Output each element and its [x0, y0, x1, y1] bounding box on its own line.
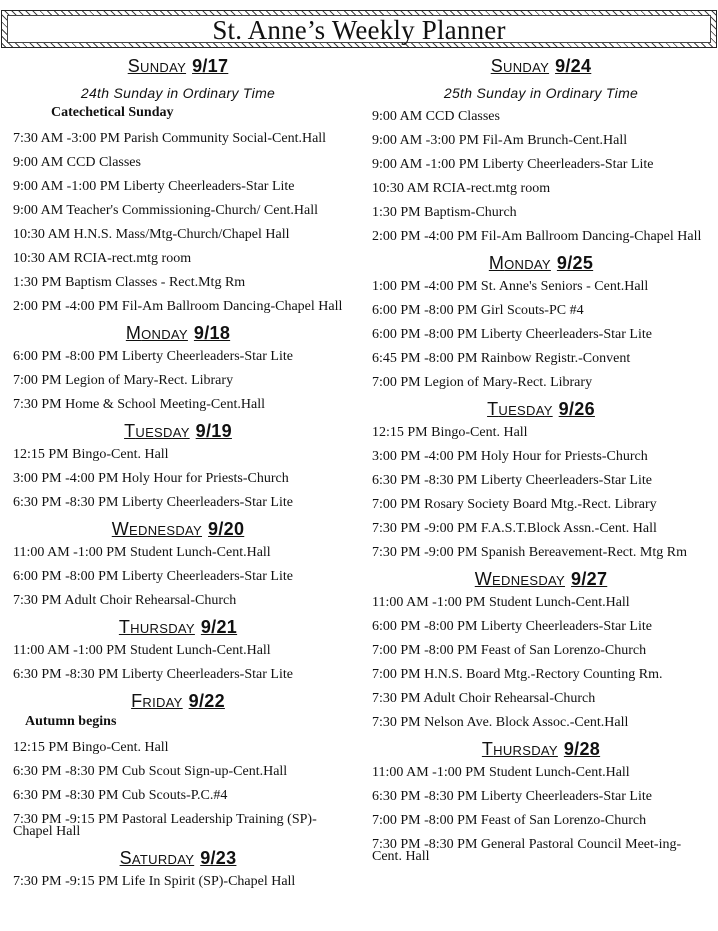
day-section: [13, 421, 343, 515]
day-heading-initial: S: [490, 56, 504, 76]
left-column: [13, 52, 343, 894]
event-list: [13, 541, 343, 613]
event-item: 9:00 AM CCD Classes: [13, 155, 141, 170]
event-item: 7:00 PM Legion of Mary-Rect. Library: [13, 373, 234, 388]
event-item: 9:00 AM -3:00 PM Fil-Am Brunch-Cent.Hall: [372, 133, 628, 148]
liturgical-subtitle: 24th Sunday in Ordinary Time: [80, 85, 276, 101]
event-item: 1:30 PM Baptism-Church: [372, 205, 517, 220]
event-item: 7:30 PM -9:00 PM F.A.S.T.Block Assn.-Cent. Hall: [372, 521, 657, 536]
event-list: [372, 105, 710, 249]
day-heading: [13, 56, 343, 77]
event-list: [372, 421, 710, 565]
event-item: 7:30 PM Adult Choir Rehearsal-Church: [372, 691, 596, 706]
day-heading: [13, 323, 343, 344]
event-item: 11:00 AM -1:00 PM Student Lunch-Cent.Hall: [13, 545, 271, 560]
event-item: 10:30 AM H.N.S. Mass/Mtg-Church/Chapel Hall: [13, 227, 290, 242]
event-list: [372, 591, 710, 735]
day-date: 9/28: [563, 739, 601, 759]
event-list: [13, 736, 343, 844]
day-section: [372, 399, 710, 565]
event-item: 7:30 PM -8:30 PM General Pastoral Council Meet-ing-Cent. Hall: [372, 837, 682, 864]
event-list: [13, 870, 343, 894]
day-heading-initial: W: [111, 519, 130, 539]
event-item: 7:30 PM Adult Choir Rehearsal-Church: [13, 593, 237, 608]
day-heading-rest: EDNESDAY: [492, 573, 566, 588]
day-heading-initial: T: [487, 399, 499, 419]
event-list: [13, 127, 343, 319]
day-heading: [372, 569, 710, 590]
event-item: 7:30 PM Nelson Ave. Block Assoc.-Cent.Hall: [372, 715, 629, 730]
event-item: 6:00 PM -8:00 PM Girl Scouts-PC #4: [372, 303, 584, 318]
day-note: Catechetical Sunday: [51, 105, 174, 120]
event-item: 6:30 PM -8:30 PM Liberty Cheerleaders-Star Lite: [13, 667, 293, 682]
event-item: 6:00 PM -8:00 PM Liberty Cheerleaders-Star Lite: [13, 349, 293, 364]
event-item: 3:00 PM -4:00 PM Holy Hour for Priests-Church: [372, 449, 648, 464]
day-heading-rest: UESDAY: [498, 403, 553, 418]
day-date: 9/21: [200, 617, 238, 637]
day-note: Autumn begins: [25, 714, 117, 729]
event-item: 6:30 PM -8:30 PM Liberty Cheerleaders-Star Lite: [13, 495, 293, 510]
event-item: 1:30 PM Baptism Classes - Rect.Mtg Rm: [13, 275, 246, 290]
event-item: 6:30 PM -8:30 PM Cub Scout Sign-up-Cent.Hall: [13, 764, 288, 779]
day-heading: [13, 519, 343, 540]
day-heading-rest: HURSDAY: [493, 743, 558, 758]
day-heading-initial: F: [131, 691, 143, 711]
day-date: 9/22: [188, 691, 225, 711]
right-column: [372, 52, 710, 869]
event-item: 9:00 AM Teacher's Commissioning-Church/ Cent.Hall: [13, 203, 318, 218]
day-heading: [13, 421, 343, 442]
event-item: 7:30 PM -9:15 PM Pastoral Leadership Training (SP)-Chapel Hall: [13, 812, 317, 839]
event-item: 7:30 PM -9:00 PM Spanish Bereavement-Rect. Mtg Rm: [372, 545, 687, 560]
day-heading-rest: HURSDAY: [130, 621, 195, 636]
day-heading-rest: ATURDAY: [131, 852, 195, 867]
day-heading-rest: RIDAY: [142, 695, 183, 710]
event-item: 6:00 PM -8:00 PM Liberty Cheerleaders-Star Lite: [372, 619, 652, 634]
day-heading-rest: ONDAY: [141, 327, 188, 342]
event-item: 12:15 PM Bingo-Cent. Hall: [372, 425, 528, 440]
event-item: 12:15 PM Bingo-Cent. Hall: [13, 447, 169, 462]
event-item: 7:30 AM -3:00 PM Parish Community Social-Cent.Hall: [13, 131, 327, 146]
event-list: [372, 275, 710, 395]
event-list: [13, 443, 343, 515]
day-date: 9/26: [558, 399, 595, 419]
page-title: St. Anne’s Weekly Planner: [212, 15, 506, 45]
day-section: [13, 56, 343, 319]
day-date: 9/20: [208, 519, 245, 539]
event-item: 7:00 PM Rosary Society Board Mtg.-Rect. Library: [372, 497, 657, 512]
day-heading-initial: T: [124, 421, 136, 441]
day-date: 9/24: [555, 56, 592, 76]
event-item: 7:00 PM Legion of Mary-Rect. Library: [372, 375, 593, 390]
event-item: 7:00 PM H.N.S. Board Mtg.-Rectory Counting Rm.: [372, 667, 663, 682]
day-heading: [372, 739, 710, 760]
event-item: 7:30 PM -9:15 PM Life In Spirit (SP)-Chapel Hall: [13, 874, 296, 889]
event-item: 6:30 PM -8:30 PM Liberty Cheerleaders-Star Lite: [372, 789, 652, 804]
title-banner: [1, 10, 717, 48]
event-item: 6:45 PM -8:00 PM Rainbow Registr.-Convent: [372, 351, 631, 366]
day-heading-rest: UNDAY: [503, 60, 550, 75]
day-date: 9/17: [192, 56, 229, 76]
event-item: 7:00 PM -8:00 PM Feast of San Lorenzo-Church: [372, 813, 647, 828]
day-date: 9/25: [556, 253, 594, 273]
day-heading-initial: S: [119, 848, 132, 868]
day-date: 9/23: [200, 848, 237, 868]
event-item: 10:30 AM RCIA-rect.mtg room: [13, 251, 192, 266]
day-section: [372, 739, 710, 869]
day-heading: [13, 617, 343, 638]
title-banner-inner: [7, 15, 711, 43]
event-item: 7:30 PM Home & School Meeting-Cent.Hall: [13, 397, 265, 412]
day-heading-rest: EDNESDAY: [129, 523, 203, 538]
event-item: 9:00 AM -1:00 PM Liberty Cheerleaders-Star Lite: [13, 179, 295, 194]
day-heading-initial: S: [127, 56, 141, 76]
day-heading: [372, 399, 710, 420]
day-section: [372, 253, 710, 395]
event-item: 1:00 PM -4:00 PM St. Anne's Seniors - Cent.Hall: [372, 279, 649, 294]
event-item: 11:00 AM -1:00 PM Student Lunch-Cent.Hall: [13, 643, 271, 658]
day-section: [372, 56, 710, 249]
day-heading-initial: T: [118, 617, 131, 637]
event-item: 9:00 AM CCD Classes: [372, 109, 500, 124]
event-item: 10:30 AM RCIA-rect.mtg room: [372, 181, 551, 196]
day-heading-initial: W: [474, 569, 493, 589]
day-date: 9/27: [571, 569, 608, 589]
event-item: 2:00 PM -4:00 PM Fil-Am Ballroom Dancing-Chapel Hall: [372, 229, 702, 244]
event-item: 11:00 AM -1:00 PM Student Lunch-Cent.Hall: [372, 765, 630, 780]
event-item: 7:00 PM -8:00 PM Feast of San Lorenzo-Church: [372, 643, 647, 658]
day-section: [372, 569, 710, 735]
day-section: [13, 617, 343, 687]
event-list: [13, 639, 343, 687]
day-heading-initial: M: [125, 323, 142, 343]
day-heading-initial: M: [488, 253, 505, 273]
day-heading-rest: ONDAY: [504, 257, 551, 272]
liturgical-subtitle: 25th Sunday in Ordinary Time: [443, 85, 639, 101]
event-item: 11:00 AM -1:00 PM Student Lunch-Cent.Hall: [372, 595, 630, 610]
event-list: [13, 345, 343, 417]
day-date: 9/18: [193, 323, 231, 343]
day-heading-initial: T: [481, 739, 494, 759]
day-heading: [372, 56, 710, 77]
event-item: 6:00 PM -8:00 PM Liberty Cheerleaders-Star Lite: [372, 327, 652, 342]
event-item: 9:00 AM -1:00 PM Liberty Cheerleaders-Star Lite: [372, 157, 654, 172]
day-date: 9/19: [195, 421, 232, 441]
day-heading: [13, 691, 343, 712]
event-item: 6:30 PM -8:30 PM Liberty Cheerleaders-Star Lite: [372, 473, 652, 488]
event-item: 6:00 PM -8:00 PM Liberty Cheerleaders-Star Lite: [13, 569, 293, 584]
event-item: 12:15 PM Bingo-Cent. Hall: [13, 740, 169, 755]
day-section: [13, 691, 343, 844]
day-section: [13, 848, 343, 894]
event-item: 6:30 PM -8:30 PM Cub Scouts-P.C.#4: [13, 788, 228, 803]
day-section: [13, 519, 343, 613]
day-heading-rest: UNDAY: [140, 60, 187, 75]
day-section: [13, 323, 343, 417]
day-heading: [372, 253, 710, 274]
event-list: [372, 761, 710, 869]
day-heading-rest: UESDAY: [135, 425, 190, 440]
day-heading: [13, 848, 343, 869]
event-item: 3:00 PM -4:00 PM Holy Hour for Priests-Church: [13, 471, 289, 486]
event-item: 2:00 PM -4:00 PM Fil-Am Ballroom Dancing-Chapel Hall: [13, 299, 343, 314]
